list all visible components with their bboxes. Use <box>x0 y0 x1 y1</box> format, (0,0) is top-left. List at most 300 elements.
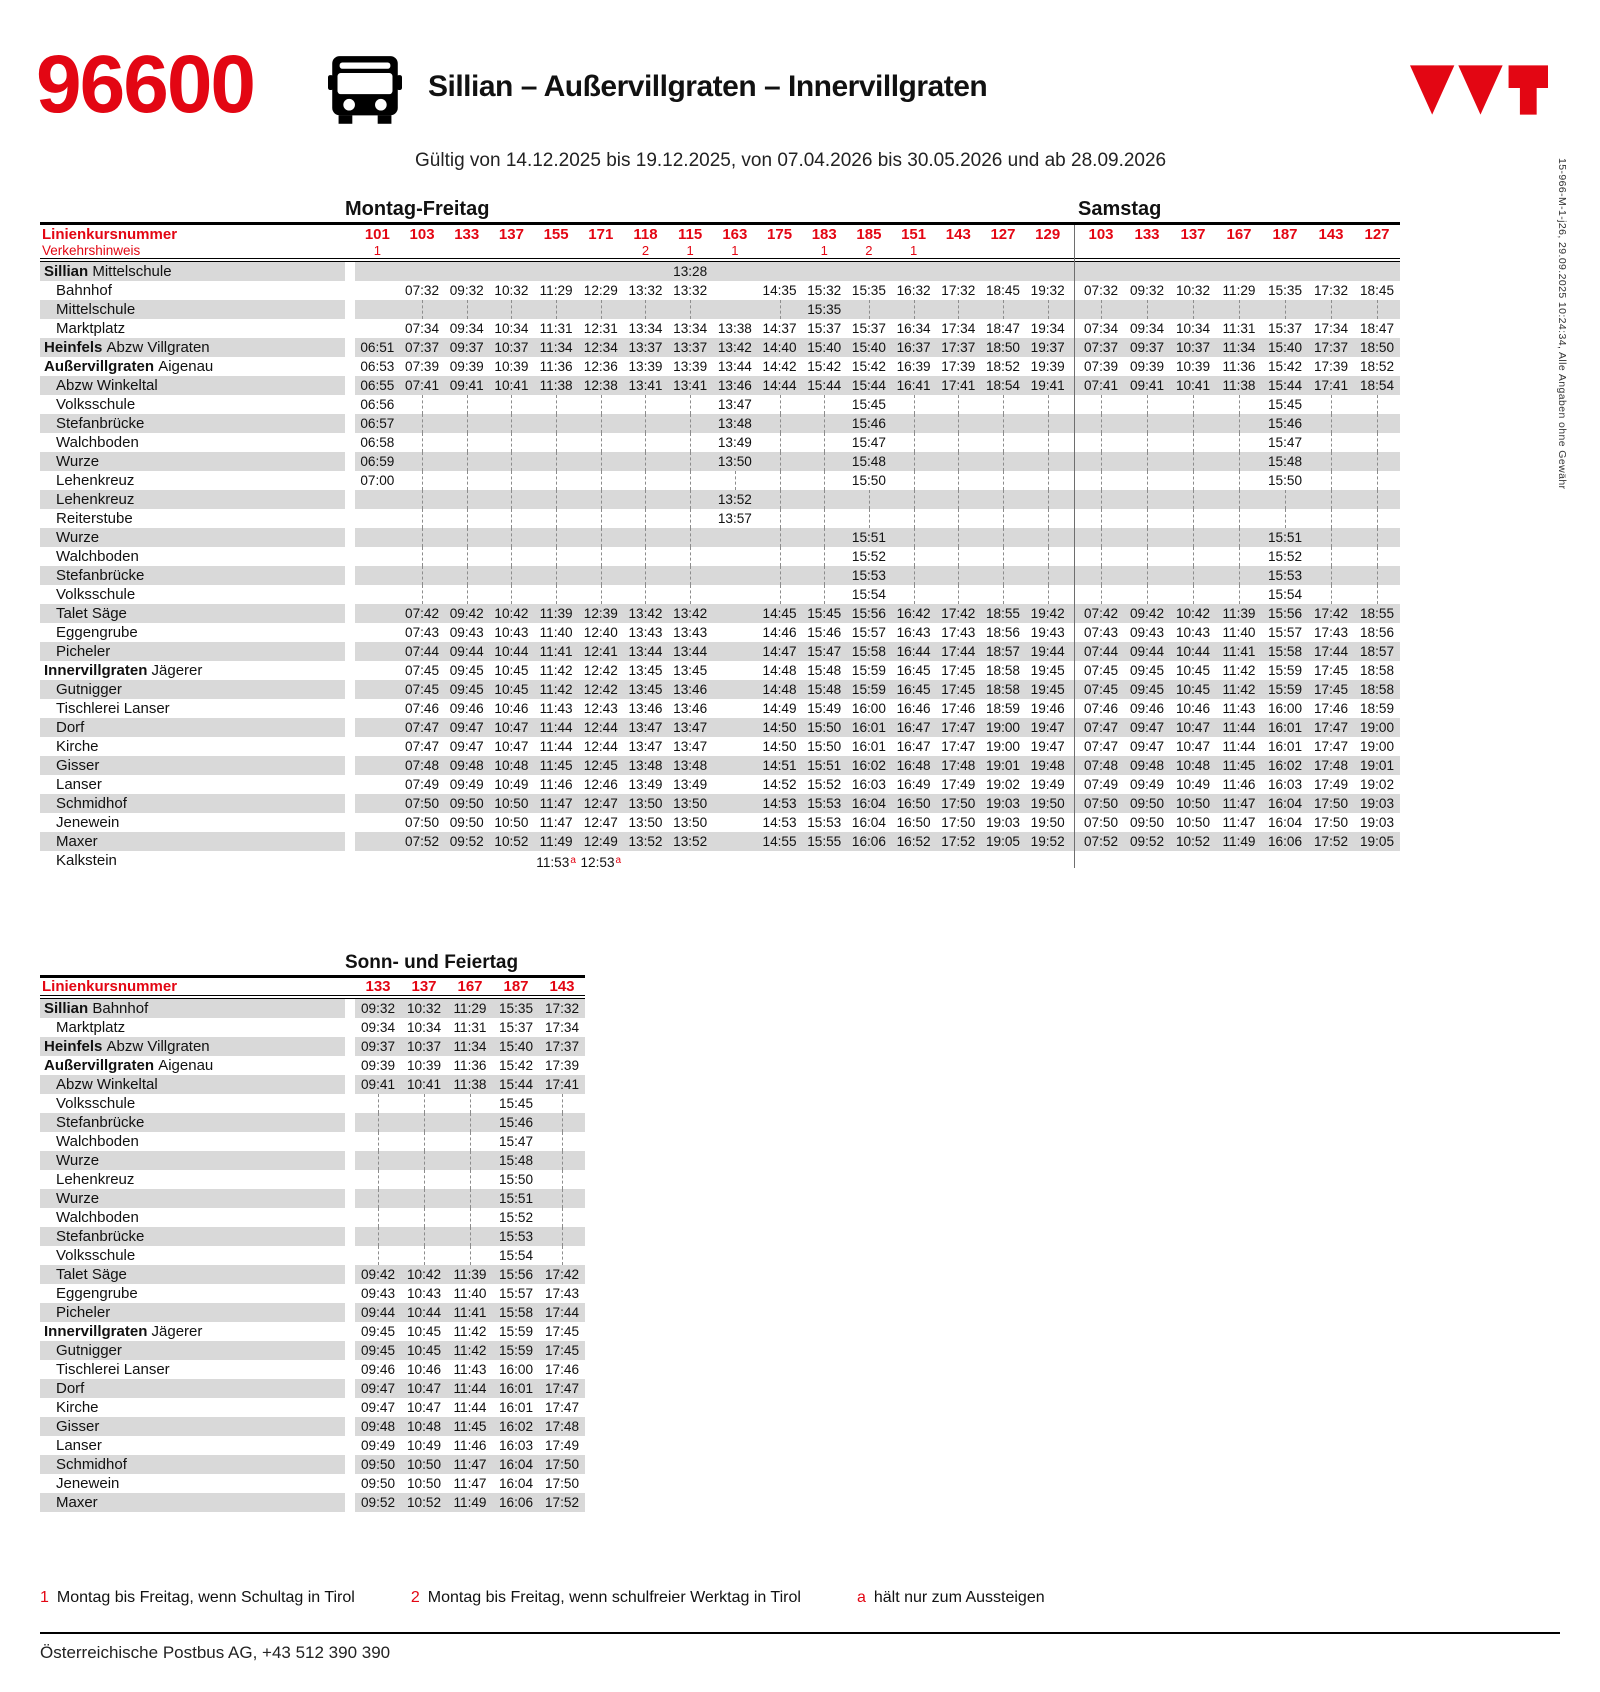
empty-cell <box>355 775 400 794</box>
empty-cell <box>355 566 400 585</box>
row-times <box>355 376 1400 395</box>
time-cell: 17:45 <box>544 1323 580 1339</box>
through-route-cell <box>802 414 847 433</box>
time-cell: 16:03 <box>1267 777 1303 792</box>
through-route-cell <box>534 547 579 566</box>
table-row <box>40 1189 585 1208</box>
empty-cell <box>1216 851 1262 870</box>
row-times <box>355 737 1400 756</box>
time-cell: 15:45 <box>851 397 886 412</box>
through-route-cell <box>1078 471 1124 490</box>
time-cell: 15:58 <box>851 644 886 659</box>
route-continues-dash <box>824 547 825 566</box>
through-route-cell <box>891 452 936 471</box>
through-route-cell <box>400 490 445 509</box>
through-route-cell <box>802 566 847 585</box>
time-cell: 18:55 <box>1359 606 1395 621</box>
route-continues-dash <box>780 585 781 604</box>
through-route-cell <box>444 433 489 452</box>
time-cell: 13:48 <box>673 758 708 773</box>
time-cell: 09:44 <box>360 1304 396 1320</box>
route-continues-dash <box>958 452 959 471</box>
time-cell: 163 <box>722 225 748 243</box>
route-continues-dash <box>914 547 915 566</box>
table-row <box>40 1455 585 1474</box>
time-cell: 11:44 <box>539 739 573 754</box>
through-route-cell <box>401 1132 447 1151</box>
time-cell: 18:52 <box>985 359 1020 374</box>
through-route-cell <box>1124 547 1170 566</box>
through-route-cell <box>1216 490 1262 509</box>
through-route-cell <box>489 547 534 566</box>
route-continues-dash <box>422 547 423 566</box>
time-cell: 13:52 <box>717 492 752 507</box>
through-route-cell <box>1170 490 1216 509</box>
empty-cell <box>713 642 758 661</box>
time-cell: 09:43 <box>449 625 484 640</box>
sa-times <box>1078 376 1400 395</box>
sa-times <box>1078 737 1400 756</box>
mf-times <box>355 585 1070 604</box>
time-cell: 19:03 <box>1359 815 1395 830</box>
route-continues-dash <box>378 1151 379 1170</box>
time-cell: 14:53 <box>762 796 797 811</box>
route-continues-dash <box>1331 566 1332 585</box>
route-continues-dash <box>467 528 468 547</box>
route-continues-dash <box>1239 566 1240 585</box>
through-route-cell <box>355 1227 401 1246</box>
time-cell: 15:58 <box>498 1304 534 1320</box>
route-continues-dash <box>1147 300 1148 319</box>
route-continues-dash <box>601 566 602 585</box>
row-times <box>355 1474 585 1493</box>
time-cell: 09:46 <box>1129 701 1165 716</box>
table-row <box>40 1227 585 1246</box>
through-route-cell <box>981 452 1026 471</box>
through-route-cell <box>1308 585 1354 604</box>
sunday-timetable <box>40 952 585 1512</box>
route-continues-dash <box>1285 509 1286 528</box>
time-cell: 09:34 <box>1129 321 1165 336</box>
through-route-cell <box>534 433 579 452</box>
time-cell: 17:43 <box>544 1285 580 1301</box>
row-times <box>355 794 1400 813</box>
route-continues-dash <box>1377 433 1378 452</box>
time-cell: 09:46 <box>449 701 484 716</box>
time-cell: 11:34 <box>1222 340 1256 355</box>
time-cell: 10:47 <box>494 720 529 735</box>
stop-name: Walchboden <box>56 434 139 451</box>
time-cell: 11:47 <box>539 815 573 830</box>
row-gap <box>345 585 355 604</box>
table-row <box>40 604 1400 623</box>
through-route-cell <box>757 452 802 471</box>
sa-course-cells <box>1078 225 1400 244</box>
service-hint-row <box>40 243 1400 258</box>
stop-name: Stefanbrücke <box>40 566 345 585</box>
time-cell: 13:34 <box>628 321 663 336</box>
time-cell: 09:52 <box>449 834 484 849</box>
time-cell: 19:46 <box>1030 701 1065 716</box>
sunday-times <box>355 1246 585 1265</box>
time-cell: 10:41 <box>494 378 529 393</box>
time-cell: 133 <box>1134 225 1160 243</box>
route-continues-dash <box>958 414 959 433</box>
row-gap <box>345 737 355 756</box>
time-cell: 07:39 <box>1083 359 1119 374</box>
time-cell: 07:37 <box>1083 340 1119 355</box>
time-cell: 15:52 <box>498 1209 534 1225</box>
route-continues-dash <box>511 452 512 471</box>
sa-times <box>1078 566 1400 585</box>
through-route-cell <box>1170 547 1216 566</box>
time-cell: 07:45 <box>405 682 440 697</box>
time-cell: 17:52 <box>544 1494 580 1510</box>
through-route-cell <box>400 471 445 490</box>
time-cell: 14:51 <box>762 758 797 773</box>
through-route-cell <box>1078 300 1124 319</box>
line-number: 96600 <box>36 39 255 130</box>
through-route-cell <box>444 509 489 528</box>
through-route-cell <box>668 528 713 547</box>
sunday-times <box>355 1322 585 1341</box>
table-row <box>40 1417 585 1436</box>
through-route-cell <box>444 490 489 509</box>
time-cell: 14:35 <box>762 283 797 298</box>
through-route-cell <box>981 300 1026 319</box>
time-cell: 16:06 <box>851 834 886 849</box>
stop-name: Außervillgraten Aigenau <box>44 1056 214 1074</box>
through-route-cell <box>539 1227 585 1246</box>
time-cell: 11:41 <box>539 644 573 659</box>
time-cell: 15:35 <box>1267 283 1303 298</box>
time-cell: 10:41 <box>406 1076 442 1092</box>
time-cell: 16:02 <box>851 758 886 773</box>
time-cell: 11:40 <box>453 1285 487 1301</box>
route-continues-dash <box>958 566 959 585</box>
time-cell: 17:46 <box>1313 701 1349 716</box>
sa-times <box>1078 414 1400 433</box>
mf-times <box>355 756 1070 775</box>
time-cell: 12:38 <box>583 378 618 393</box>
time-cell: 13:49 <box>628 777 663 792</box>
route-continues-dash <box>467 547 468 566</box>
empty-cell <box>355 623 400 642</box>
time-cell: 11:45 <box>453 1418 487 1434</box>
route-continues-dash <box>1377 414 1378 433</box>
route-continues-dash <box>958 509 959 528</box>
time-cell: 19:45 <box>1030 663 1065 678</box>
route-continues-dash <box>556 471 557 490</box>
mf-times <box>355 300 1070 319</box>
empty-cell <box>355 490 400 509</box>
empty-cell <box>713 661 758 680</box>
through-route-cell <box>1124 433 1170 452</box>
route-continues-dash <box>645 547 646 566</box>
empty-cell <box>936 243 981 258</box>
time-cell: 15:49 <box>807 701 842 716</box>
row-gap <box>345 547 355 566</box>
route-continues-dash <box>1003 566 1004 585</box>
through-route-cell <box>623 414 668 433</box>
table-row <box>40 262 1400 281</box>
route-continues-dash <box>562 1227 563 1246</box>
table-row <box>40 471 1400 490</box>
through-route-cell <box>1078 528 1124 547</box>
time-cell: 19:00 <box>1359 720 1395 735</box>
empty-cell <box>355 642 400 661</box>
row-times <box>355 661 1400 680</box>
route-continues-dash <box>1147 528 1148 547</box>
sa-times <box>1078 433 1400 452</box>
through-route-cell <box>891 300 936 319</box>
through-route-cell <box>891 566 936 585</box>
time-cell: 16:04 <box>498 1456 534 1472</box>
route-continues-dash <box>467 433 468 452</box>
through-route-cell <box>578 566 623 585</box>
time-cell: 07:39 <box>405 359 440 374</box>
table-row <box>40 1113 585 1132</box>
empty-cell <box>400 262 445 281</box>
time-cell: 10:42 <box>1175 606 1211 621</box>
route-continues-dash <box>1003 452 1004 471</box>
time-cell: 17:46 <box>941 701 976 716</box>
mf-times <box>355 490 1070 509</box>
empty-cell <box>713 718 758 737</box>
through-route-cell <box>891 471 936 490</box>
row-gap <box>345 1170 355 1189</box>
time-cell: 09:52 <box>360 1494 396 1510</box>
time-cell: 15:35 <box>851 283 886 298</box>
table-row <box>40 1075 585 1094</box>
route-continues-dash <box>1239 452 1240 471</box>
empty-cell <box>355 547 400 566</box>
sunday-times <box>355 1417 585 1436</box>
row-times <box>355 1246 585 1265</box>
through-route-cell <box>1025 414 1070 433</box>
time-cell: 15:45 <box>498 1095 534 1111</box>
time-cell: 09:49 <box>449 777 484 792</box>
time-cell: 17:32 <box>544 1000 580 1016</box>
route-continues-dash <box>780 452 781 471</box>
time-cell: 17:47 <box>1313 739 1349 754</box>
time-cell: 17:32 <box>1313 283 1349 298</box>
time-cell: 09:34 <box>360 1019 396 1035</box>
time-cell: 10:49 <box>406 1437 442 1453</box>
through-route-cell <box>981 509 1026 528</box>
through-route-cell <box>1262 300 1308 319</box>
through-route-cell <box>668 395 713 414</box>
stop-name: Picheler <box>40 1303 345 1322</box>
time-cell: 11:47 <box>453 1456 487 1472</box>
time-cell: 10:52 <box>406 1494 442 1510</box>
route-continues-dash <box>824 471 825 490</box>
route-continues-dash <box>470 1094 471 1113</box>
stop-name: Kirche <box>56 738 99 755</box>
time-cell: 18:57 <box>985 644 1020 659</box>
time-cell: 16:01 <box>1267 739 1303 754</box>
time-cell: 07:42 <box>1083 606 1119 621</box>
time-cell: 12:47 <box>583 796 618 811</box>
route-continues-dash <box>378 1132 379 1151</box>
route-continues-dash <box>1285 300 1286 319</box>
time-cell: 10:44 <box>406 1304 442 1320</box>
footnote-marker: a <box>570 855 576 866</box>
time-cell: 155 <box>543 225 569 243</box>
time-cell: 10:45 <box>1175 663 1211 678</box>
sunday-times <box>355 1075 585 1094</box>
time-cell: 17:44 <box>544 1304 580 1320</box>
time-cell: 07:37 <box>405 340 440 355</box>
route-continues-dash <box>422 509 423 528</box>
row-times <box>355 585 1400 604</box>
time-cell: 11:47 <box>1222 796 1256 811</box>
time-cell: 07:47 <box>405 739 440 754</box>
row-times <box>355 471 1400 490</box>
empty-cell <box>534 243 579 258</box>
sa-heading: Samstag <box>1078 198 1162 220</box>
route-continues-dash <box>511 300 512 319</box>
time-cell: 18:55 <box>985 606 1020 621</box>
route-continues-dash <box>424 1151 425 1170</box>
time-cell: 16:01 <box>498 1399 534 1415</box>
row-times <box>355 1037 585 1056</box>
time-cell: 18:58 <box>985 682 1020 697</box>
through-route-cell <box>355 1132 401 1151</box>
time-cell: 13:46 <box>628 701 663 716</box>
row-gap <box>345 1474 355 1493</box>
time-cell: 10:34 <box>406 1019 442 1035</box>
route-continues-dash <box>1377 509 1378 528</box>
time-cell: 07:47 <box>1083 720 1119 735</box>
time-cell: 19:03 <box>985 796 1020 811</box>
row-gap <box>345 433 355 452</box>
sa-times <box>1078 756 1400 775</box>
route-continues-dash <box>869 300 870 319</box>
route-continues-dash <box>1101 471 1102 490</box>
time-cell: 07:32 <box>405 283 440 298</box>
route-continues-dash <box>690 547 691 566</box>
time-cell: 13:46 <box>673 682 708 697</box>
through-route-cell <box>578 528 623 547</box>
route-continues-dash <box>1101 528 1102 547</box>
route-continues-dash <box>1377 452 1378 471</box>
time-cell: 18:47 <box>1359 321 1395 336</box>
time-cell: 09:42 <box>360 1266 396 1282</box>
route-continues-dash <box>914 414 915 433</box>
empty-cell <box>757 243 802 258</box>
time-cell: 19:37 <box>1030 340 1065 355</box>
route-continues-dash <box>422 433 423 452</box>
sunday-times <box>355 1436 585 1455</box>
route-continues-dash <box>1331 452 1332 471</box>
empty-cell <box>713 604 758 623</box>
row-gap <box>345 528 355 547</box>
sunday-times <box>355 1474 585 1493</box>
time-cell: 10:52 <box>494 834 529 849</box>
stop-name: Volksschule <box>56 1246 136 1264</box>
stop-name: Maxer <box>40 1493 345 1512</box>
row-times <box>355 1493 585 1512</box>
row-times <box>355 281 1400 300</box>
time-cell: 17:34 <box>941 321 976 336</box>
time-cell: 13:48 <box>628 758 663 773</box>
route-continues-dash <box>1285 490 1286 509</box>
time-cell: 17:49 <box>544 1437 580 1453</box>
time-cell: 09:42 <box>449 606 484 621</box>
route-continues-dash <box>914 452 915 471</box>
route-continues-dash <box>601 528 602 547</box>
through-route-cell <box>534 471 579 490</box>
route-continues-dash <box>511 414 512 433</box>
through-route-cell <box>578 547 623 566</box>
stop-name: Dorf <box>40 718 345 737</box>
route-continues-dash <box>1331 509 1332 528</box>
through-route-cell <box>802 585 847 604</box>
time-cell: 19:03 <box>1359 796 1395 811</box>
time-cell: 15:59 <box>498 1323 534 1339</box>
time-cell: 143 <box>1318 225 1344 243</box>
route-continues-dash <box>511 585 512 604</box>
route-continues-dash <box>914 585 915 604</box>
time-cell: 13:45 <box>628 663 663 678</box>
empty-cell <box>713 262 758 281</box>
route-continues-dash <box>422 300 423 319</box>
time-cell: 16:03 <box>851 777 886 792</box>
time-cell: 16:44 <box>896 644 931 659</box>
time-cell: 11:44 <box>1222 720 1256 735</box>
table-row <box>40 1379 585 1398</box>
time-cell: 10:42 <box>494 606 529 621</box>
row-times <box>355 1360 585 1379</box>
time-cell: 11:44 <box>539 720 573 735</box>
time-cell: 17:43 <box>1313 625 1349 640</box>
sunday-heading: Sonn- und Feiertag <box>345 952 519 973</box>
empty-cell <box>578 243 623 258</box>
time-cell: 15:59 <box>1267 682 1303 697</box>
time-cell: 19:05 <box>985 834 1020 849</box>
through-route-cell <box>444 566 489 585</box>
route-continues-dash <box>1101 509 1102 528</box>
time-cell: 15:32 <box>807 283 842 298</box>
empty-cell <box>1170 262 1216 281</box>
time-cell: 13:49 <box>717 435 752 450</box>
through-route-cell <box>355 1189 401 1208</box>
through-route-cell <box>1124 585 1170 604</box>
row-gap <box>345 262 355 281</box>
time-cell: 13:28 <box>673 264 708 279</box>
row-times <box>355 1417 585 1436</box>
time-cell: 17:41 <box>544 1076 580 1092</box>
route-continues-dash <box>780 433 781 452</box>
sa-times <box>1078 680 1400 699</box>
route-continues-dash <box>601 300 602 319</box>
time-cell: 16:01 <box>851 720 886 735</box>
empty-cell <box>1308 262 1354 281</box>
route-continues-dash <box>1239 395 1240 414</box>
table-row <box>40 528 1400 547</box>
through-route-cell <box>400 547 445 566</box>
time-cell: 12:31 <box>583 321 618 336</box>
time-cell: 15:42 <box>851 359 886 374</box>
time-cell: 14:48 <box>762 682 797 697</box>
time-cell: 17:39 <box>941 359 976 374</box>
route-continues-dash <box>869 509 870 528</box>
route-continues-dash <box>690 414 691 433</box>
through-route-cell <box>1124 566 1170 585</box>
empty-cell <box>981 243 1026 258</box>
route-continues-dash <box>1239 528 1240 547</box>
